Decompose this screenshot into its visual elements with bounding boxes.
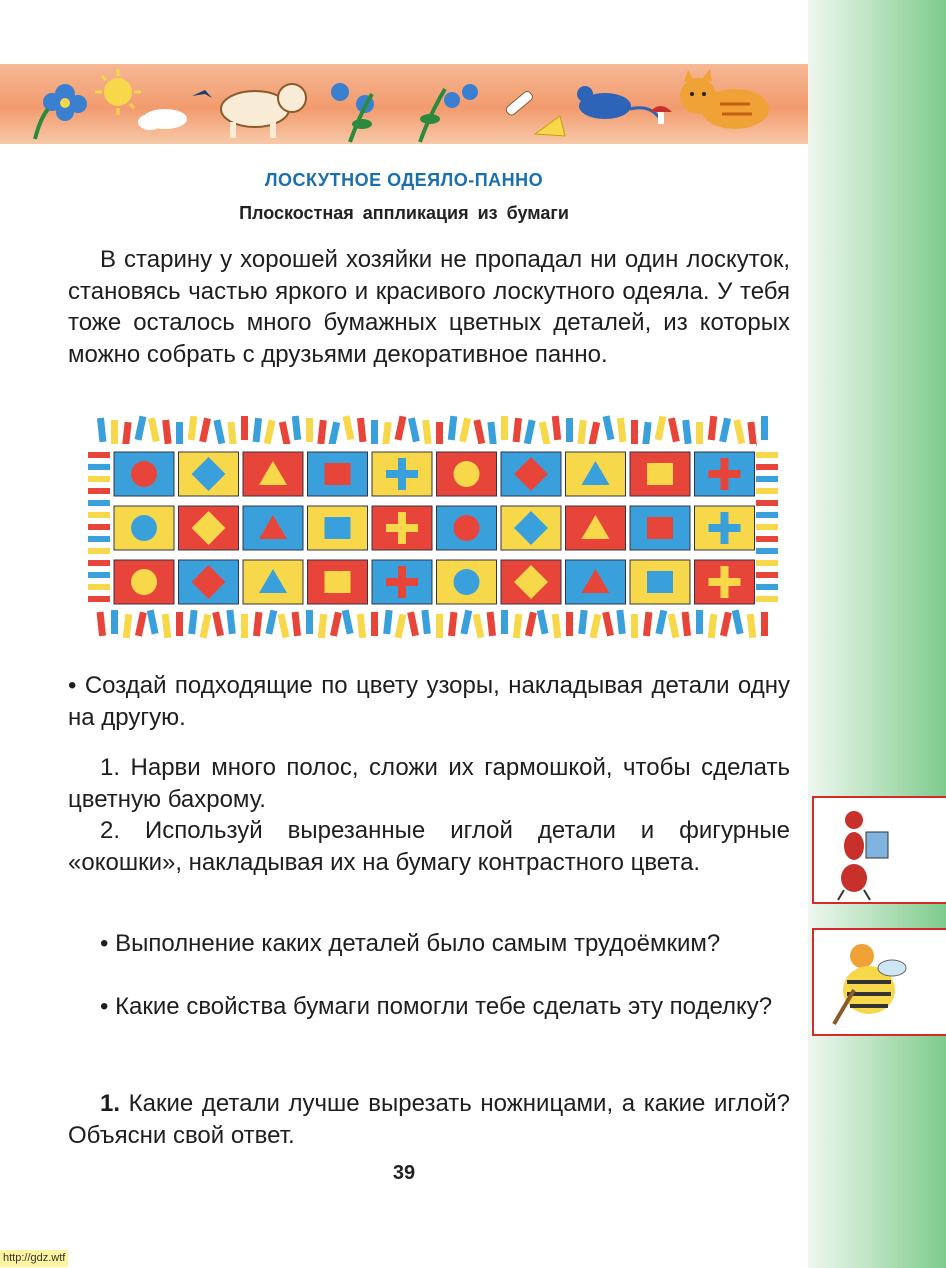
homework-text: Какие детали лучше вырезать ножницами, а какие иглой? Объясни свой ответ. <box>68 1090 790 1149</box>
ant-reader-icon <box>812 796 946 904</box>
decorative-banner <box>0 64 808 144</box>
homework-task <box>68 1088 790 1151</box>
flower-icon <box>35 84 87 139</box>
cloud-icon <box>138 109 187 130</box>
page-subtitle: Плоскостная аппликация из бумаги <box>239 203 569 223</box>
bone-icon <box>505 90 534 117</box>
question-2: • Какие свойства бумаги помогли тебе сделать эту поделку? <box>100 993 773 1020</box>
cheese-icon <box>535 116 565 136</box>
mouse-icon <box>577 86 660 119</box>
plant-icon <box>331 83 478 142</box>
page-title: ЛОСКУТНОЕ ОДЕЯЛО-ПАННО <box>264 170 544 190</box>
intro-paragraph: В старину у хорошей хозяйки не пропадал ни один лоскуток, становясь частью яркого и красивого лоскутного одеяла. У тебя тоже осталось много бумажных цветных деталей, из которых можно собрать с друзьями декоративное панно. <box>68 246 790 368</box>
patchwork-quilt-illustration <box>88 412 778 644</box>
question-1: • Выполнение каких деталей было самым трудоёмким? <box>100 930 721 957</box>
cat-icon <box>680 69 769 129</box>
dog-icon <box>221 84 306 138</box>
step-2: 2. Используй вырезанные иглой детали и фигурные «окошки», накладывая их на бумагу контрастного цвета. <box>68 817 790 876</box>
sun-icon <box>95 69 141 115</box>
watermark-url: http://gdz.wtf <box>0 1250 68 1267</box>
bird-icon <box>192 90 212 98</box>
green-page-margin <box>808 0 946 1268</box>
page-number: 39 <box>392 1162 416 1184</box>
step-1: 1. Нарви много полос, сложи их гармошкой, чтобы сделать цветную бахрому. <box>68 754 790 813</box>
mushroom-icon <box>650 106 672 124</box>
homework-number: 1. <box>100 1090 121 1117</box>
task-bullet: • Создай подходящие по цвету узоры, накладывая детали одну на другую. <box>68 672 790 731</box>
bee-sweeping-icon <box>812 928 946 1036</box>
